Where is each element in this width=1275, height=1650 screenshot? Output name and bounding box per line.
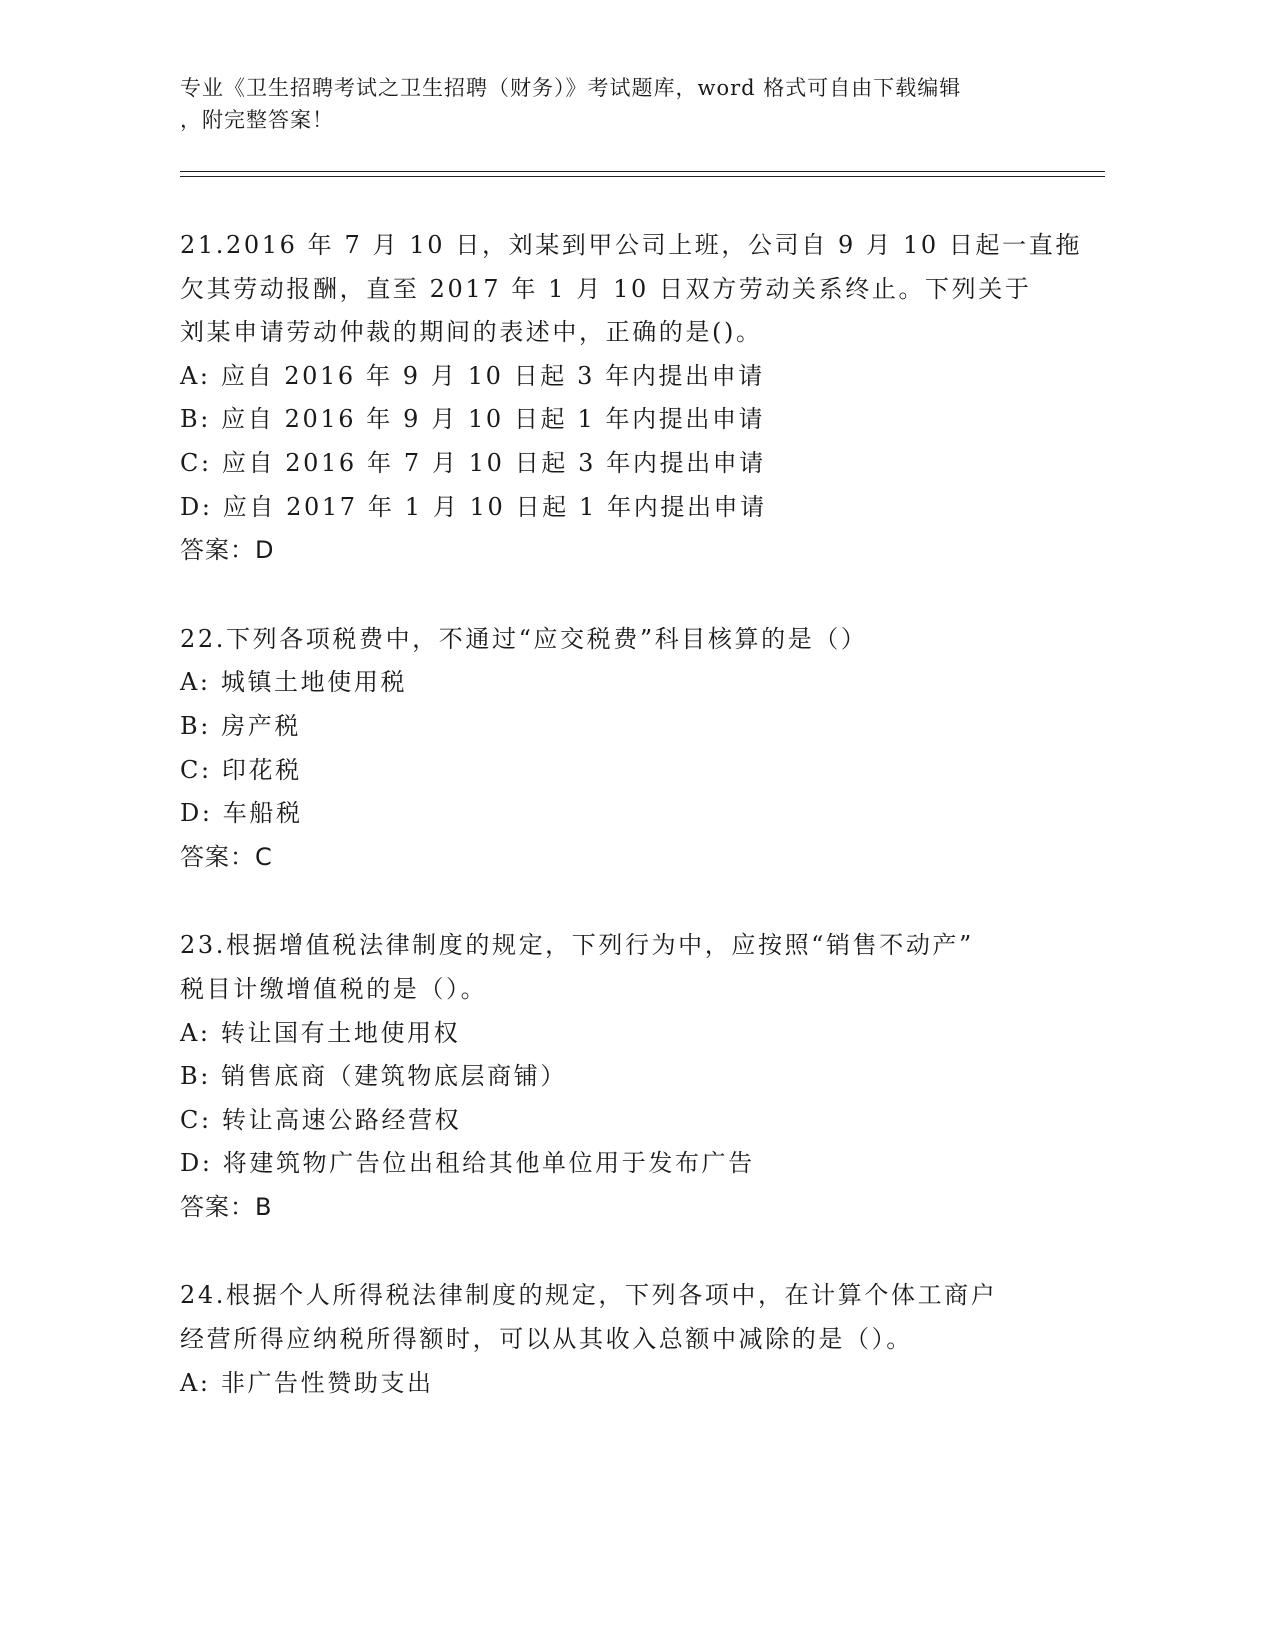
question-21 bbox=[180, 224, 1082, 573]
header-line-2: ，附完整答案！ bbox=[180, 108, 334, 132]
option-d: D: 车船税 bbox=[180, 799, 303, 828]
question-text-line: 刘某申请劳动仲裁的期间的表述中，正确的是()。 bbox=[180, 318, 763, 347]
question-22 bbox=[180, 618, 1060, 880]
option-d: D: 将建筑物广告位出租给其他单位用于发布广告 bbox=[180, 1149, 755, 1178]
option-a: A: 城镇土地使用税 bbox=[180, 668, 408, 697]
question-text-line: 22.下列各项税费中，不通过“应交税费”科目核算的是（） bbox=[180, 624, 868, 653]
question-text-line: 经营所得应纳税所得额时，可以从其收入总额中减除的是（）。 bbox=[180, 1325, 913, 1354]
answer: 答案：C bbox=[180, 842, 273, 871]
option-d: D: 应自 2017 年 1 月 10 日起 1 年内提出申请 bbox=[180, 492, 767, 521]
answer: 答案：B bbox=[180, 1192, 273, 1221]
question-text-line: 税目计缴增值税的是（）。 bbox=[180, 974, 488, 1003]
option-c: C: 转让高速公路经营权 bbox=[180, 1105, 462, 1134]
option-a: A: 应自 2016 年 9 月 10 日起 3 年内提出申请 bbox=[180, 361, 765, 390]
header-divider-bottom bbox=[180, 176, 1105, 177]
question-text-line: 21.2016 年 7 月 10 日，刘某到甲公司上班，公司自 9 月 10 日起一直拖 bbox=[180, 231, 1082, 259]
header-divider-top bbox=[180, 171, 1105, 172]
question-list bbox=[180, 224, 1082, 1450]
option-c: C: 应自 2016 年 7 月 10 日起 3 年内提出申请 bbox=[180, 448, 766, 477]
header-line-1: 专业《卫生招聘考试之卫生招聘（财务）》考试题库，word 格式可自由下载编辑 bbox=[180, 76, 962, 100]
option-c: C: 印花税 bbox=[180, 755, 302, 784]
answer: 答案：D bbox=[180, 536, 275, 565]
question-24 bbox=[180, 1274, 1060, 1405]
option-b: B: 销售底商（建筑物底层商铺） bbox=[180, 1062, 567, 1091]
question-text-line: 23.根据增值税法律制度的规定，下列行为中，应按照“销售不动产” bbox=[180, 931, 974, 960]
option-b: B: 房产税 bbox=[180, 711, 301, 740]
question-text-line: 欠其劳动报酬，直至 2017 年 1 月 10 日双方劳动关系终止。下列关于 bbox=[180, 274, 1032, 303]
document-header bbox=[180, 72, 1040, 136]
question-text-line: 24.根据个人所得税法律制度的规定，下列各项中，在计算个体工商户 bbox=[180, 1281, 998, 1310]
option-a: A: 转让国有土地使用权 bbox=[180, 1018, 461, 1047]
option-a: A: 非广告性赞助支出 bbox=[180, 1368, 434, 1397]
question-23 bbox=[180, 924, 1060, 1229]
option-b: B: 应自 2016 年 9 月 10 日起 1 年内提出申请 bbox=[180, 405, 766, 434]
